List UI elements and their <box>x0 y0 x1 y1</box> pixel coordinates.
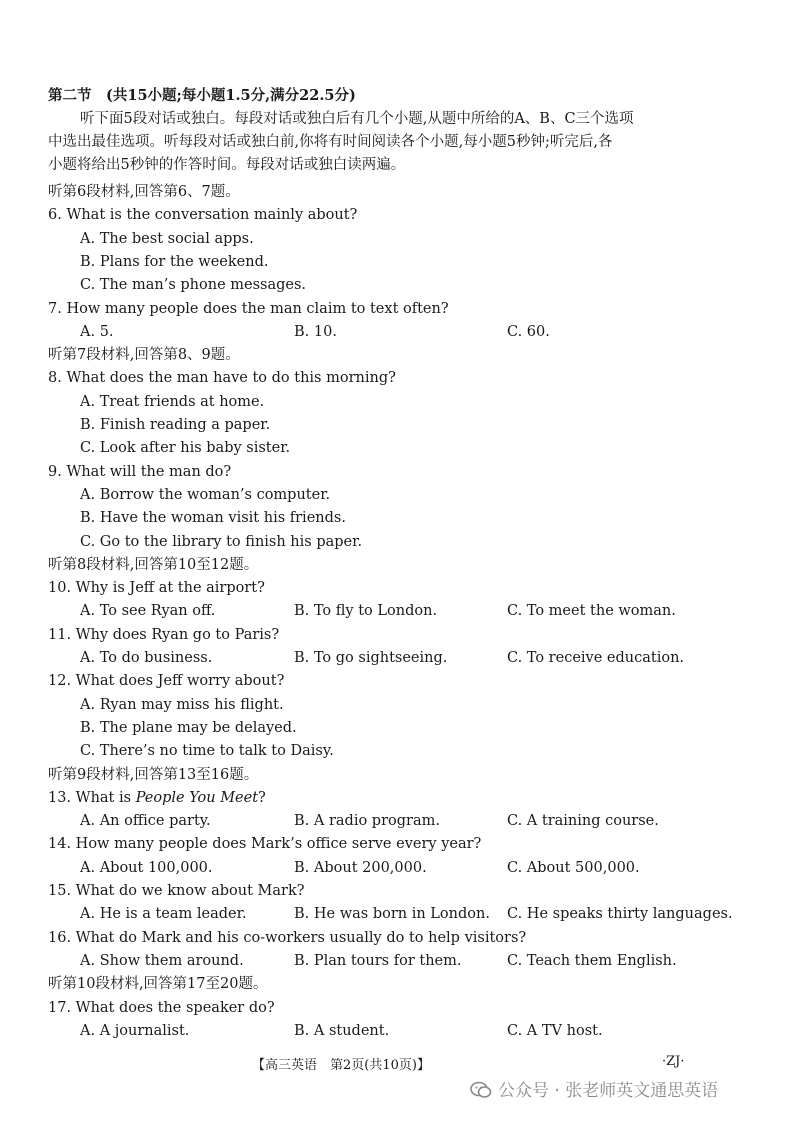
answer-option-a: A. He is a team leader. <box>80 906 247 922</box>
question-mark: ? <box>258 790 266 806</box>
answer-option-c: C. To meet the woman. <box>507 603 676 619</box>
answer-option-a: A. Show them around. <box>80 953 244 969</box>
answer-option: A. Ryan may miss his flight. <box>80 697 284 713</box>
answer-option-a: A. An office party. <box>80 813 211 829</box>
question-stem <box>48 788 266 808</box>
answer-option-b: B. He was born in London. <box>294 906 490 922</box>
program-title: People You Meet <box>135 790 259 806</box>
question-stem: 14. How many people does Mark’s office serve every year? <box>48 836 482 852</box>
answer-option: C. There’s no time to talk to Daisy. <box>80 743 334 759</box>
answer-option-a: A. To do business. <box>80 650 213 666</box>
answer-option-c: C. A TV host. <box>507 1023 603 1039</box>
question-stem: 7. How many people does the man claim to text often? <box>48 301 449 317</box>
question-stem-text: 13. What is <box>48 790 136 806</box>
answer-option: A. Borrow the woman’s computer. <box>80 487 331 503</box>
answer-option-b: B. A radio program. <box>294 813 440 829</box>
answer-option-b: B. To go sightseeing. <box>294 650 448 666</box>
question-stem: 6. What is the conversation mainly about? <box>48 207 358 223</box>
answer-option-a: A. 5. <box>80 324 114 340</box>
answer-option-a: A. To see Ryan off. <box>80 603 216 619</box>
watermark <box>470 1076 718 1101</box>
material-heading: 听第7段材料,回答第8、9题。 <box>48 347 240 363</box>
answer-option: C. The man’s phone messages. <box>80 277 307 293</box>
question-stem: 9. What will the man do? <box>48 464 232 480</box>
watermark-text: 公众号 · 张老师英文通思英语 <box>498 1081 719 1101</box>
answer-option: C. Look after his baby sister. <box>80 440 291 456</box>
question-stem: 8. What does the man have to do this morning? <box>48 370 396 386</box>
answer-option-c: C. To receive education. <box>507 650 685 666</box>
answer-option: B. Have the woman visit his friends. <box>80 510 346 526</box>
question-stem: 15. What do we know about Mark? <box>48 883 305 899</box>
section-title: 第二节 (共15小题;每小题1.5分,满分22.5分) <box>48 87 356 104</box>
page-number-label: 【高三英语 第2页(共10页)】 <box>252 1058 430 1073</box>
section-intro-line-2: 中选出最佳选项。听每段对话或独白前,你将有时间阅读各个小题,每小题5秒钟;听完后,各 <box>48 134 613 150</box>
question-stem: 16. What do Mark and his co-workers usually do to help visitors? <box>48 930 527 946</box>
answer-option-b: B. A student. <box>294 1023 390 1039</box>
section-intro-line-3: 小题将给出5秒钟的作答时间。每段对话或独白读两遍。 <box>48 157 406 173</box>
section-intro-line-1: 听下面5段对话或独白。每段对话或独白后有几个小题,从题中所给的A、B、C三个选项 <box>80 111 634 127</box>
answer-option-b: B. About 200,000. <box>294 860 427 876</box>
answer-option-a: A. A journalist. <box>80 1023 190 1039</box>
question-stem: 12. What does Jeff worry about? <box>48 673 285 689</box>
answer-option: A. The best social apps. <box>80 231 254 247</box>
answer-option: B. Plans for the weekend. <box>80 254 269 270</box>
material-heading: 听第10段材料,回答第17至20题。 <box>48 976 268 992</box>
answer-option-c: C. About 500,000. <box>507 860 640 876</box>
wechat-official-account-icon <box>470 1081 492 1099</box>
material-heading: 听第6段材料,回答第6、7题。 <box>48 184 240 200</box>
answer-option: C. Go to the library to finish his paper. <box>80 534 363 550</box>
answer-option: A. Treat friends at home. <box>80 394 265 410</box>
answer-option-b: B. 10. <box>294 324 337 340</box>
answer-option-c: C. Teach them English. <box>507 953 677 969</box>
answer-option-c: C. 60. <box>507 324 550 340</box>
answer-option-a: A. About 100,000. <box>80 860 213 876</box>
answer-option-b: B. Plan tours for them. <box>294 953 462 969</box>
question-stem: 10. Why is Jeff at the airport? <box>48 580 265 596</box>
answer-option-c: C. A training course. <box>507 813 659 829</box>
answer-option-c: C. He speaks thirty languages. <box>507 906 733 922</box>
material-heading: 听第9段材料,回答第13至16题。 <box>48 767 259 783</box>
question-stem: 11. Why does Ryan go to Paris? <box>48 627 280 643</box>
answer-option: B. Finish reading a paper. <box>80 417 271 433</box>
material-heading: 听第8段材料,回答第10至12题。 <box>48 557 259 573</box>
answer-option: B. The plane may be delayed. <box>80 720 297 736</box>
answer-option-b: B. To fly to London. <box>294 603 438 619</box>
question-stem: 17. What does the speaker do? <box>48 1000 275 1016</box>
paper-code: ·ZJ· <box>662 1054 685 1069</box>
